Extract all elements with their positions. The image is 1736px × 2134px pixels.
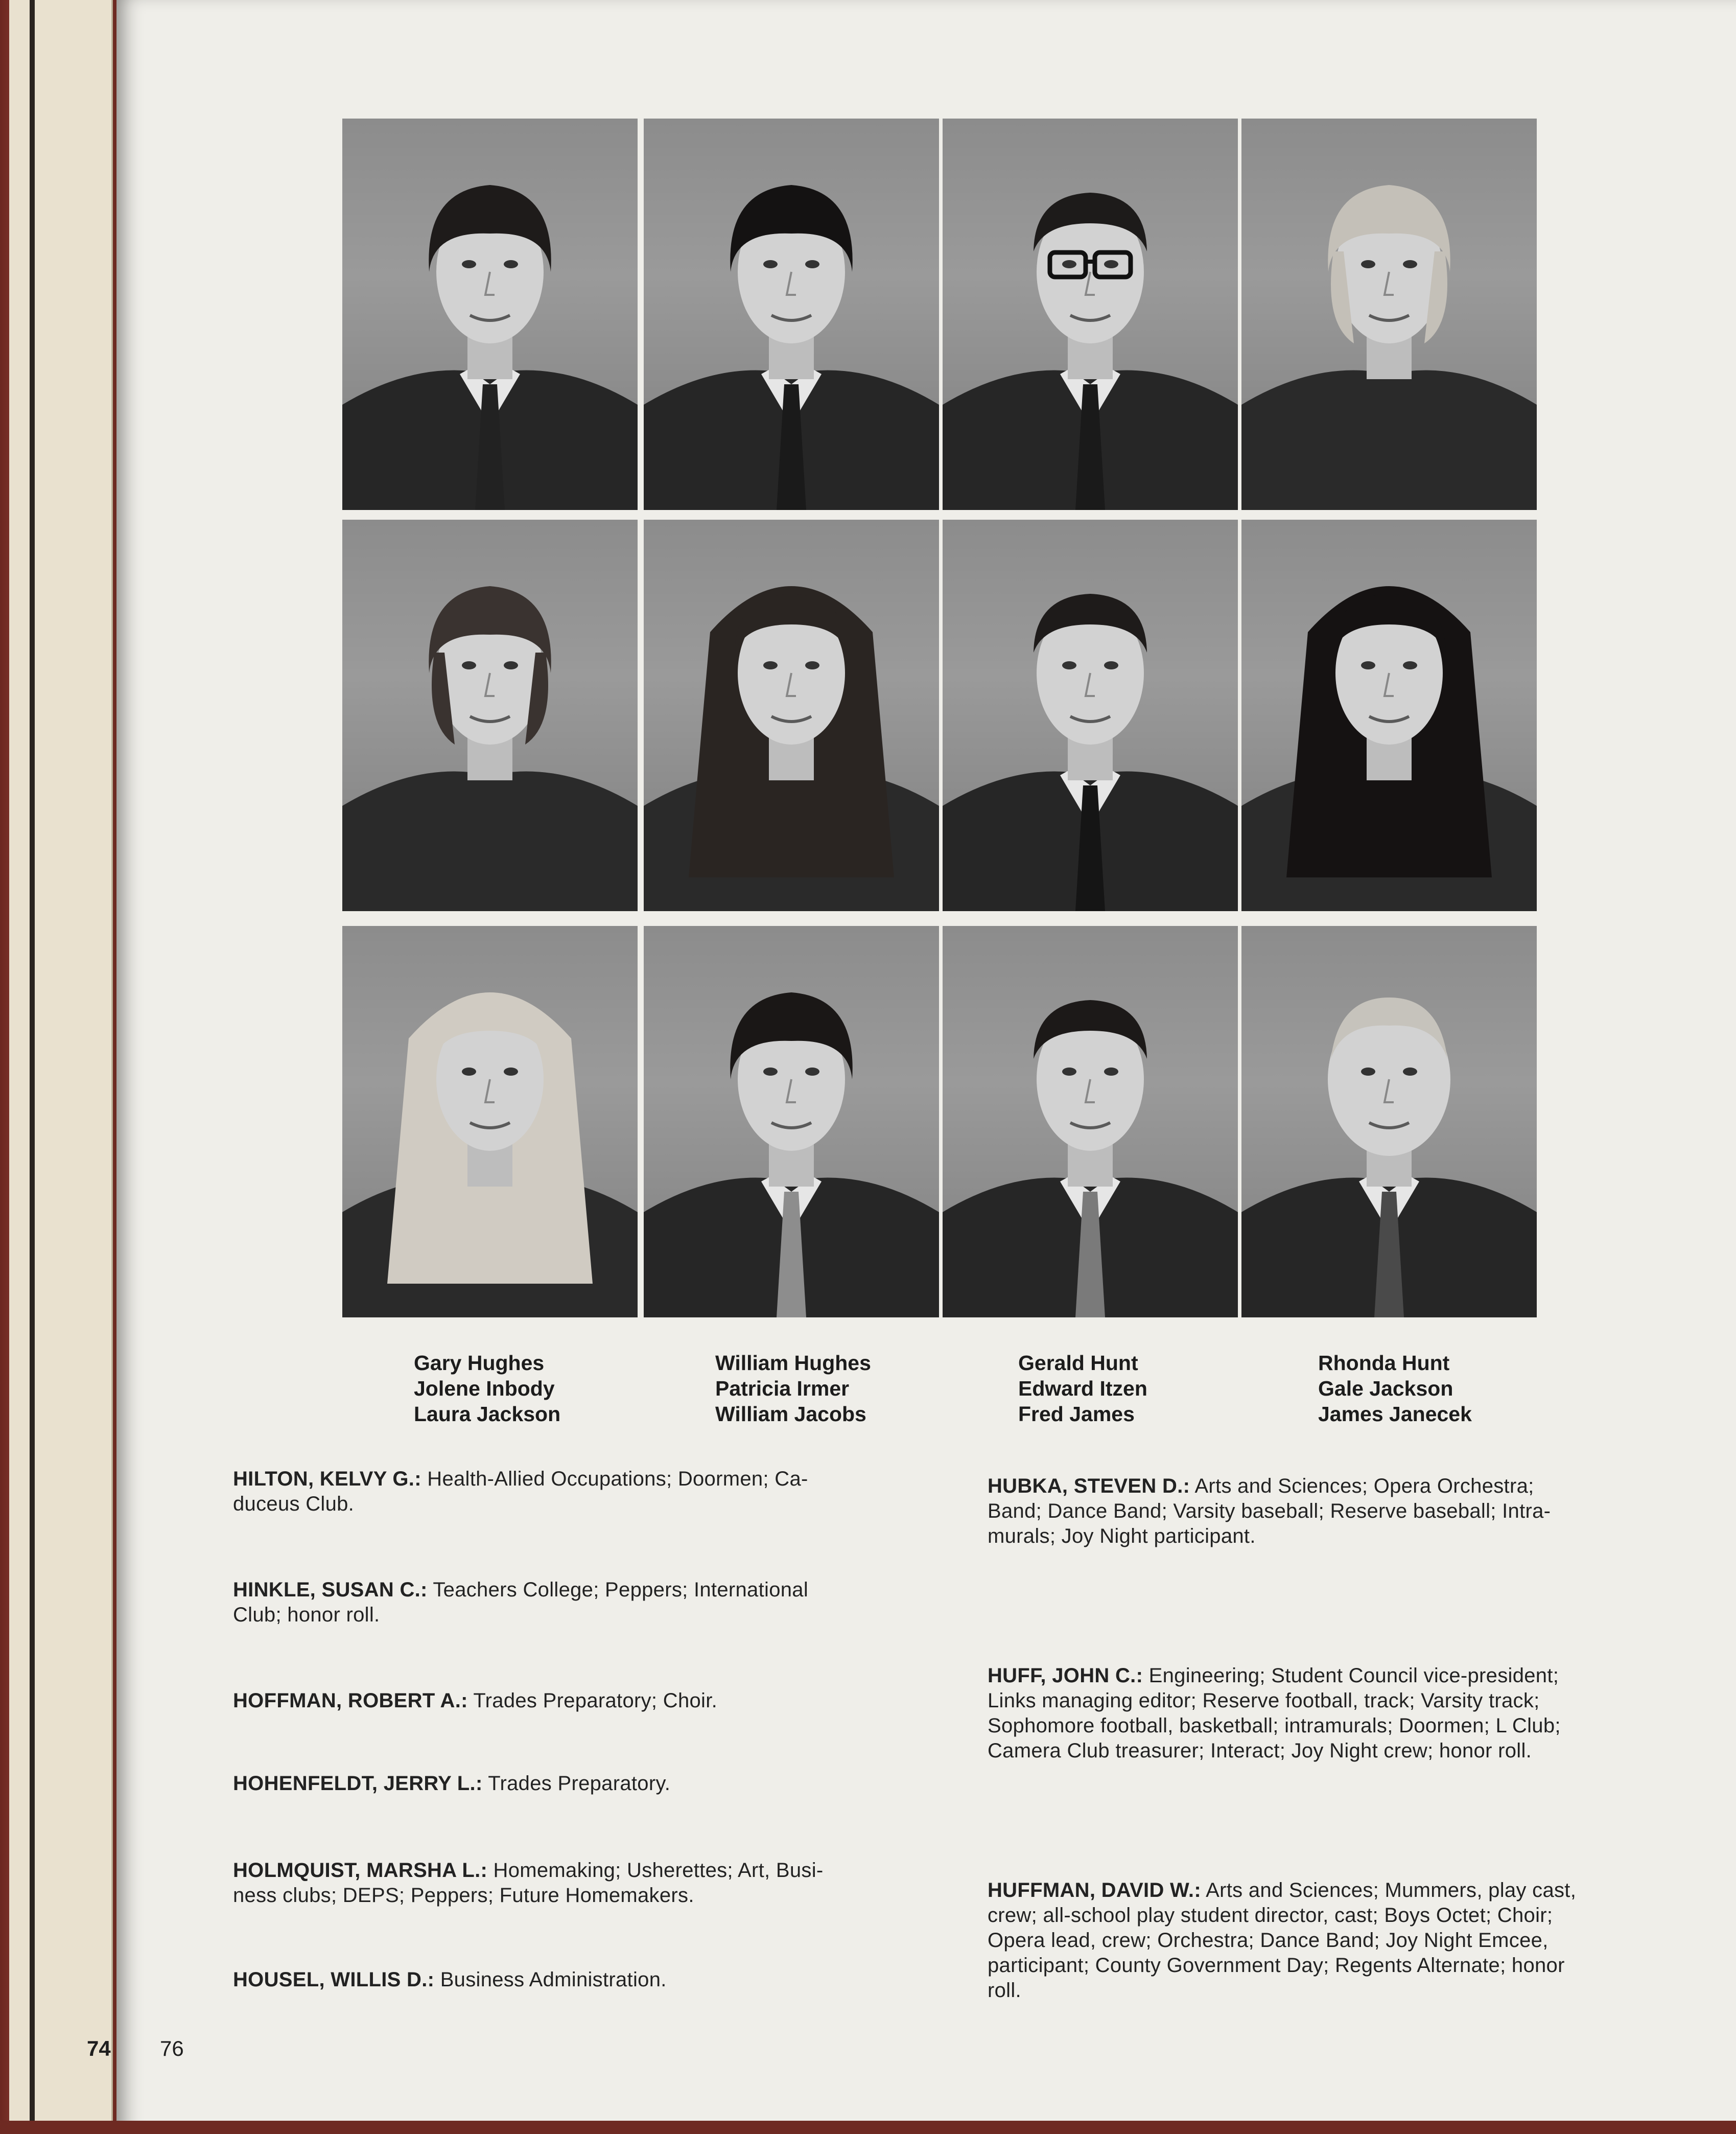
- bio-name: HINKLE, SUSAN C.:: [233, 1579, 428, 1601]
- bio-name: HILTON, KELVY G.:: [233, 1468, 421, 1490]
- bio-name: HOHENFELDT, JERRY L.:: [233, 1772, 483, 1795]
- bio-entry: [988, 1878, 1576, 2003]
- names-column-3: [1018, 1350, 1147, 1427]
- student-portrait: [1241, 926, 1537, 1317]
- bio-text: Arts and Sciences; Opera Orchestra;: [1190, 1475, 1534, 1497]
- yearbook-page: [116, 0, 1736, 2134]
- page-number: 76: [160, 2036, 184, 2060]
- bio-entry: [233, 1771, 670, 1796]
- book-cover-bottom: [0, 2121, 1736, 2134]
- student-portrait: [644, 926, 939, 1317]
- student-name: Gale Jackson: [1318, 1377, 1453, 1400]
- bio-text: Business Administration.: [434, 1968, 667, 1991]
- previous-page-edge: [9, 0, 113, 2134]
- bio-name: HOLMQUIST, MARSHA L.:: [233, 1859, 488, 1882]
- names-column-2: [715, 1350, 871, 1427]
- bio-text: Engineering; Student Council vice-president;: [1143, 1664, 1559, 1687]
- student-portrait: [644, 119, 939, 510]
- student-name: Rhonda Hunt: [1318, 1351, 1450, 1375]
- bio-text: Camera Club treasurer; Interact; Joy Night crew; honor roll.: [988, 1739, 1532, 1762]
- bio-entry: [233, 1467, 808, 1517]
- page-gutter-line: [30, 0, 35, 2134]
- bio-text: Sophomore football, basketball; intramurals; Doormen; L Club;: [988, 1714, 1561, 1737]
- names-column-1: [414, 1350, 560, 1427]
- student-name: Jolene Inbody: [414, 1377, 555, 1400]
- bio-text: Trades Preparatory; Choir.: [467, 1689, 718, 1712]
- bio-name: HUFF, JOHN C.:: [988, 1664, 1143, 1687]
- bio-text: Arts and Sciences; Mummers, play cast,: [1201, 1879, 1577, 1901]
- student-name: Edward Itzen: [1018, 1377, 1147, 1400]
- bio-entry: [233, 1967, 667, 1992]
- bio-text: participant; County Government Day; Regents Alternate; honor: [988, 1954, 1565, 1977]
- student-name: Gerald Hunt: [1018, 1351, 1138, 1375]
- student-portrait: [943, 926, 1238, 1317]
- student-portrait: [644, 520, 939, 911]
- bio-entry: [988, 1663, 1561, 1764]
- bio-text: duceus Club.: [233, 1493, 355, 1515]
- student-portrait: [1241, 520, 1537, 911]
- student-portrait: [943, 520, 1238, 911]
- student-name: James Janecek: [1318, 1402, 1472, 1426]
- student-portrait: [943, 119, 1238, 510]
- names-column-4: [1318, 1350, 1472, 1427]
- bio-text: Band; Dance Band; Varsity baseball; Reserve baseball; Intra-: [988, 1500, 1551, 1522]
- student-portrait: [1241, 119, 1537, 510]
- bio-entry: [233, 1578, 808, 1628]
- student-portrait: [342, 520, 638, 911]
- bio-text: Teachers College; Peppers; International: [427, 1579, 809, 1601]
- bio-text: Links managing editor; Reserve football, track; Varsity track;: [988, 1689, 1540, 1712]
- bio-entry: [988, 1474, 1551, 1549]
- student-name: Laura Jackson: [414, 1402, 561, 1426]
- bio-text: Homemaking; Usherettes; Art, Busi-: [487, 1859, 824, 1882]
- bio-text: Trades Preparatory.: [482, 1772, 671, 1795]
- bio-text: Opera lead, crew; Orchestra; Dance Band; Joy Night Emcee,: [988, 1929, 1549, 1952]
- bio-text: crew; all-school play student director, cast; Boys Octet; Choir;: [988, 1904, 1553, 1927]
- bio-text: murals; Joy Night participant.: [988, 1525, 1256, 1547]
- student-name: Patricia Irmer: [715, 1377, 850, 1400]
- bio-text: roll.: [988, 1979, 1021, 2002]
- student-portrait: [342, 119, 638, 510]
- student-name: William Hughes: [715, 1351, 871, 1375]
- student-name: William Jacobs: [715, 1402, 866, 1426]
- bio-name: HUFFMAN, DAVID W.:: [988, 1879, 1201, 1901]
- bio-text: ness clubs; DEPS; Peppers; Future Homemakers.: [233, 1884, 694, 1907]
- student-name: Fred James: [1018, 1402, 1135, 1426]
- bio-text: Health-Allied Occupations; Doormen; Ca-: [421, 1468, 808, 1490]
- bio-name: HOUSEL, WILLIS D.:: [233, 1968, 435, 1991]
- bio-text: Club; honor roll.: [233, 1604, 380, 1626]
- bio-name: HOFFMAN, ROBERT A.:: [233, 1689, 468, 1712]
- student-portrait: [342, 926, 638, 1317]
- bio-name: HUBKA, STEVEN D.:: [988, 1475, 1190, 1497]
- bio-entry: [233, 1858, 824, 1908]
- bio-entry: [233, 1688, 717, 1713]
- previous-page-number: 74: [87, 2036, 111, 2060]
- student-name: Gary Hughes: [414, 1351, 545, 1375]
